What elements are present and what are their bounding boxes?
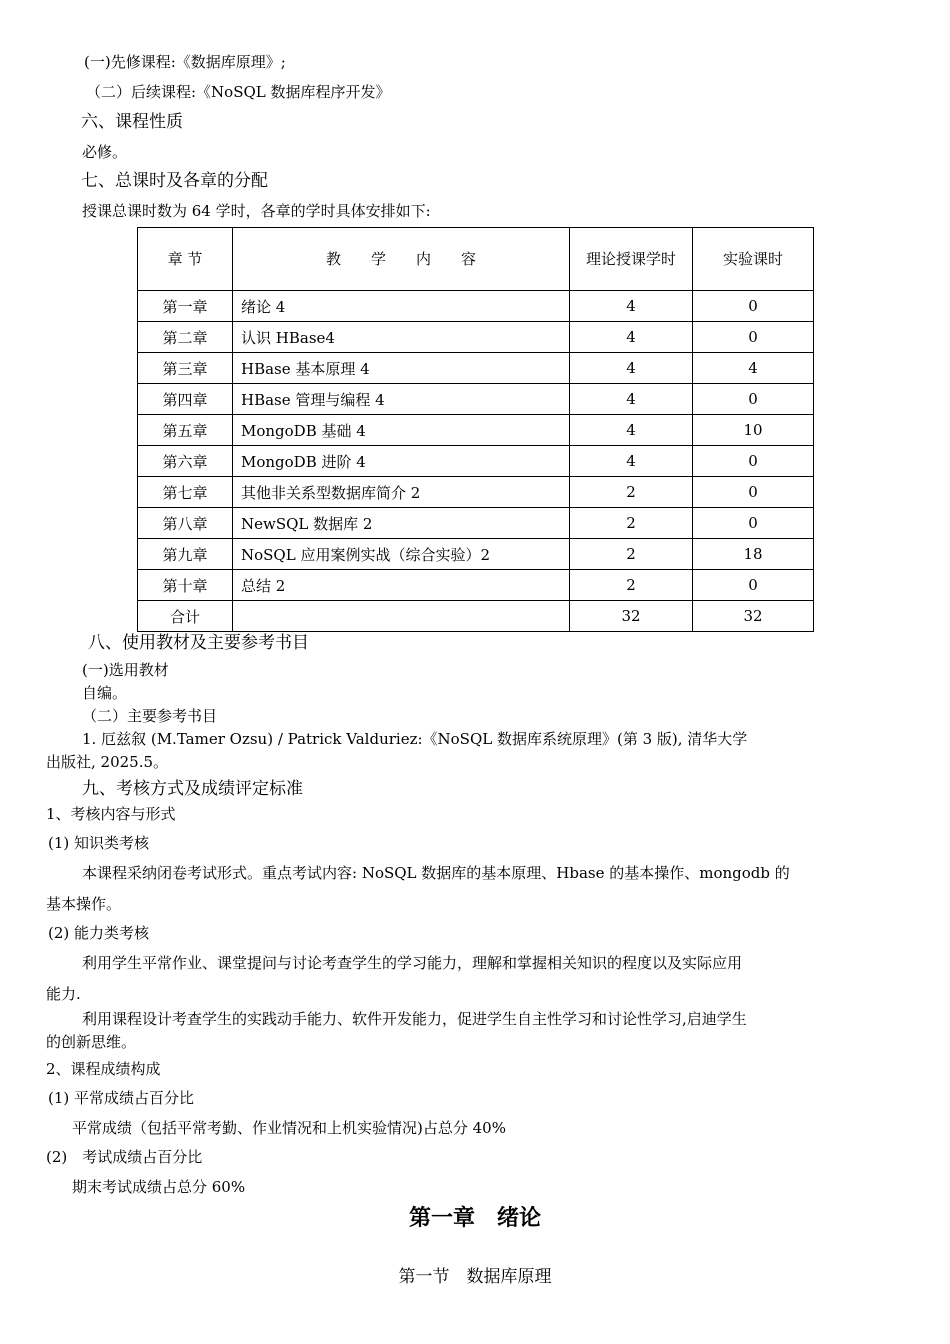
section-heading-books: 八、使用教材及主要参考书目 xyxy=(88,633,309,653)
assessment-s2: 2、课程成绩构成 xyxy=(46,1060,161,1078)
assessment-s2b: (2) 考试成绩占百分比 xyxy=(46,1148,203,1166)
cell-chapter: 第十章 xyxy=(138,570,233,601)
table-row xyxy=(138,446,814,477)
cell-theory: 2 xyxy=(570,570,693,601)
prereq-pre: (一)先修课程:《数据库原理》; xyxy=(84,53,286,71)
cell-lab: 4 xyxy=(693,353,814,384)
header-content: 教 学 内 容 xyxy=(233,228,570,291)
section-title: 第一节 数据库原理 xyxy=(398,1267,552,1287)
cell-lab: 0 xyxy=(693,291,814,322)
assessment-s2b-p: 期末考试成绩占总分 60% xyxy=(72,1178,246,1196)
assessment-s1b-p1b: 能力. xyxy=(46,985,81,1003)
cell-chapter: 第六章 xyxy=(138,446,233,477)
cell-content: HBase 基本原理 4 xyxy=(233,353,570,384)
cell-theory: 4 xyxy=(570,322,693,353)
cell-theory: 4 xyxy=(570,353,693,384)
cell-content: NoSQL 应用案例实战（综合实验）2 xyxy=(233,539,570,570)
cell-total-lab: 32 xyxy=(693,601,814,632)
cell-chapter: 第三章 xyxy=(138,353,233,384)
cell-lab: 0 xyxy=(693,446,814,477)
books-ref-line1: 1. 厄兹叙 (M.Tamer Ozsu) / Patrick Valduriez:《NoSQL 数据库系统原理》(第 3 版), 清华大学 xyxy=(82,730,748,748)
cell-theory: 2 xyxy=(570,539,693,570)
section-heading-nature: 六、课程性质 xyxy=(81,112,183,132)
assessment-s1b: (2) 能力类考核 xyxy=(48,924,150,942)
cell-theory: 4 xyxy=(570,446,693,477)
header-theory: 理论授课学时 xyxy=(570,228,693,291)
cell-lab: 0 xyxy=(693,322,814,353)
cell-theory: 4 xyxy=(570,415,693,446)
cell-chapter: 第八章 xyxy=(138,508,233,539)
nature-text: 必修。 xyxy=(82,143,128,161)
cell-chapter: 第九章 xyxy=(138,539,233,570)
header-chapter: 章 节 xyxy=(138,228,233,291)
section-heading-assessment: 九、考核方式及成绩评定标准 xyxy=(82,779,303,799)
assessment-s2a-p: 平常成绩（包括平常考勤、作业情况和上机实验情况)占总分 40% xyxy=(72,1119,506,1137)
cell-content: 认识 HBase4 xyxy=(233,322,570,353)
books-sub2: （二）主要参考书目 xyxy=(82,707,218,725)
books-text1: 自编。 xyxy=(82,684,128,702)
table-row xyxy=(138,539,814,570)
hours-intro: 授课总课时数为 64 学时，各章的学时具体安排如下: xyxy=(82,202,431,220)
table-row xyxy=(138,384,814,415)
cell-chapter: 第四章 xyxy=(138,384,233,415)
assessment-s1: 1、考核内容与形式 xyxy=(46,805,176,823)
cell-content: 总结 2 xyxy=(233,570,570,601)
cell-theory: 2 xyxy=(570,508,693,539)
cell-total-theory: 32 xyxy=(570,601,693,632)
table-row xyxy=(138,477,814,508)
cell-content: 绪论 4 xyxy=(233,291,570,322)
table-row xyxy=(138,508,814,539)
cell-chapter: 第二章 xyxy=(138,322,233,353)
cell-chapter: 第五章 xyxy=(138,415,233,446)
table-row xyxy=(138,570,814,601)
assessment-s1a-p1: 本课程采纳闭卷考试形式。重点考试内容: NoSQL 数据库的基本原理、Hbase 的基本操作、mongodb 的 xyxy=(82,864,790,882)
chapter-title: 第一章 绪论 xyxy=(408,1205,541,1231)
cell-lab: 0 xyxy=(693,570,814,601)
cell-chapter: 第一章 xyxy=(138,291,233,322)
cell-content: MongoDB 进阶 4 xyxy=(233,446,570,477)
table-row xyxy=(138,415,814,446)
table-row xyxy=(138,322,814,353)
cell-lab: 10 xyxy=(693,415,814,446)
table-header-row xyxy=(138,228,814,291)
cell-content: HBase 管理与编程 4 xyxy=(233,384,570,415)
section-heading-hours: 七、总课时及各章的分配 xyxy=(81,171,268,191)
assessment-s1a-p2: 基本操作。 xyxy=(46,895,122,913)
books-sub1: (一)选用教材 xyxy=(82,661,169,679)
assessment-s2a: (1) 平常成绩占百分比 xyxy=(48,1089,195,1107)
assessment-s1b-p1a: 利用学生平常作业、课堂提问与讨论考查学生的学习能力，理解和掌握相关知识的程度以及实际应用 xyxy=(82,954,743,972)
cell-theory: 4 xyxy=(570,384,693,415)
cell-lab: 0 xyxy=(693,477,814,508)
cell-content: NewSQL 数据库 2 xyxy=(233,508,570,539)
books-ref-line2: 出版社, 2025.5。 xyxy=(46,753,169,771)
table-row xyxy=(138,353,814,384)
cell-total-label: 合计 xyxy=(138,601,233,632)
cell-chapter: 第七章 xyxy=(138,477,233,508)
header-lab: 实验课时 xyxy=(693,228,814,291)
cell-content: MongoDB 基础 4 xyxy=(233,415,570,446)
table-row xyxy=(138,291,814,322)
cell-theory: 4 xyxy=(570,291,693,322)
cell-content: 其他非关系型数据库简介 2 xyxy=(233,477,570,508)
cell-lab: 18 xyxy=(693,539,814,570)
cell-theory: 2 xyxy=(570,477,693,508)
table-total-row xyxy=(138,601,814,632)
cell-lab: 0 xyxy=(693,384,814,415)
assessment-s1a: (1) 知识类考核 xyxy=(48,834,150,852)
assessment-s1b-p2b: 的创新思维。 xyxy=(46,1033,137,1051)
assessment-s1b-p2a: 利用课程设计考查学生的实践动手能力、软件开发能力，促进学生自主性学习和讨论性学习,启迪学生 xyxy=(82,1010,747,1028)
cell-total-content xyxy=(233,601,570,632)
prereq-post: （二）后续课程:《NoSQL 数据库程序开发》 xyxy=(86,83,391,101)
schedule-table xyxy=(137,227,814,632)
cell-lab: 0 xyxy=(693,508,814,539)
